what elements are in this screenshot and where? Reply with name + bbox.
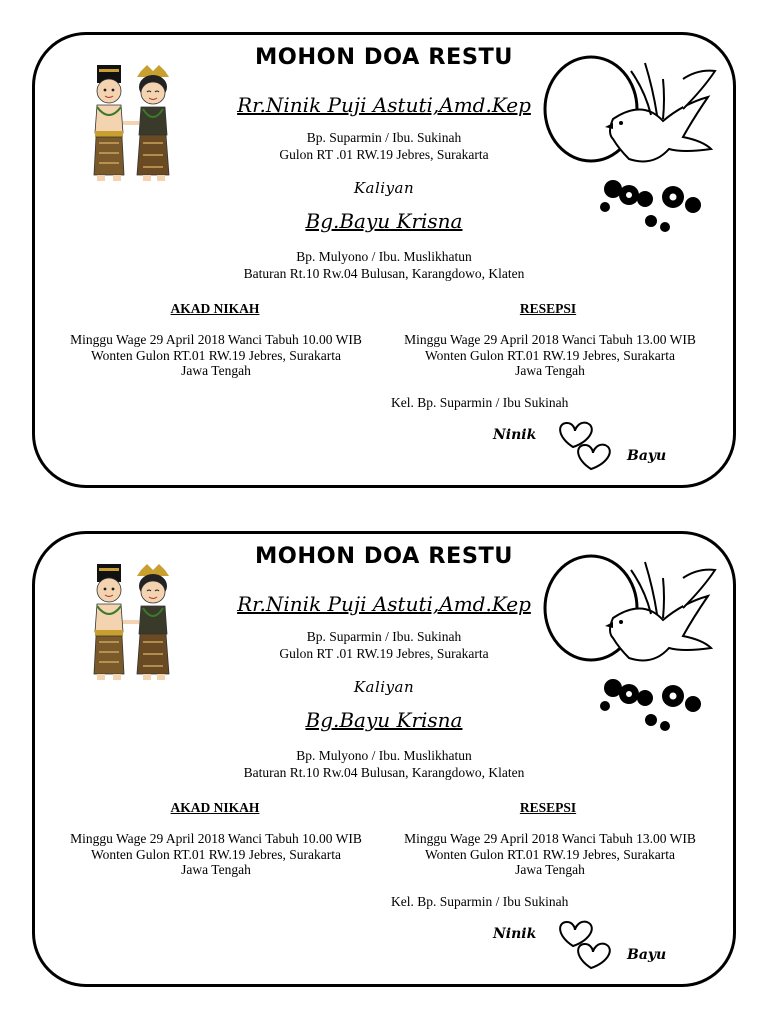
- host-family: Kel. Bp. Suparmin / Ibu Sukinah: [391, 395, 569, 410]
- groom-name: Bg.Bayu Krisna: [305, 708, 463, 732]
- akad-line-2: Wonten Gulon RT.01 RW.19 Jebres, Surakarta: [90, 846, 342, 862]
- groom-address: Baturan Rt.10 Rw.04 Bulusan, Karangdowo, Klaten: [243, 765, 525, 780]
- resepsi-title: RESEPSI: [519, 301, 577, 316]
- groom-parents: Bp. Mulyono / Ibu. Muslikhatun: [296, 748, 472, 763]
- bride-address: Gulon RT .01 RW.19 Jebres, Surakarta: [279, 147, 489, 162]
- javanese-couple-icon: [85, 63, 183, 187]
- resepsi-line-2: Wonten Gulon RT.01 RW.19 Jebres, Surakarta: [424, 846, 676, 862]
- bride-name: Rr.Ninik Puji Astuti,Amd.Kep: [237, 93, 531, 117]
- resepsi-line-1: Minggu Wage 29 April 2018 Wanci Tabuh 13.00 WIB: [404, 831, 696, 846]
- akad-title: AKAD NIKAH: [170, 800, 260, 815]
- groom-parents: Bp. Mulyono / Ibu. Muslikhatun: [296, 249, 472, 264]
- akad-line-2: Wonten Gulon RT.01 RW.19 Jebres, Surakarta: [90, 347, 342, 363]
- resepsi-line-3: Jawa Tengah: [515, 862, 585, 877]
- resepsi-details: [385, 332, 715, 379]
- signature-right: Bayu: [627, 947, 667, 963]
- bride-parents: Bp. Suparmin / Ibu. Sukinah: [306, 130, 462, 145]
- connector-text: Kaliyan: [353, 678, 415, 696]
- bride-parents: Bp. Suparmin / Ibu. Sukinah: [306, 629, 462, 644]
- resepsi-details: [385, 831, 715, 878]
- groom-family: [35, 248, 733, 282]
- resepsi-line-3: Jawa Tengah: [515, 363, 585, 378]
- resepsi-line-2: Wonten Gulon RT.01 RW.19 Jebres, Surakarta: [424, 347, 676, 363]
- connector-text: Kaliyan: [353, 179, 415, 197]
- groom-address: Baturan Rt.10 Rw.04 Bulusan, Karangdowo, Klaten: [243, 266, 525, 281]
- card-title: MOHON DOA RESTU: [254, 45, 514, 70]
- card-title: MOHON DOA RESTU: [254, 544, 514, 569]
- signature-left: Ninik: [493, 427, 537, 443]
- akad-line-1: Minggu Wage 29 April 2018 Wanci Tabuh 10.00 WIB: [70, 332, 362, 347]
- resepsi-line-1: Minggu Wage 29 April 2018 Wanci Tabuh 13.00 WIB: [404, 332, 696, 347]
- host-family: Kel. Bp. Suparmin / Ibu Sukinah: [391, 894, 569, 909]
- akad-title: AKAD NIKAH: [170, 301, 260, 316]
- signature-left: Ninik: [493, 926, 537, 942]
- invitation-card-2: [32, 531, 736, 987]
- signature-right: Bayu: [627, 448, 667, 464]
- resepsi-title: RESEPSI: [519, 800, 577, 815]
- javanese-couple-icon: [85, 562, 183, 686]
- invitation-card-1: [32, 32, 736, 488]
- bride-family: [35, 129, 733, 163]
- bride-family: [35, 628, 733, 662]
- bride-name: Rr.Ninik Puji Astuti,Amd.Kep: [237, 592, 531, 616]
- akad-details: [51, 831, 381, 878]
- hearts-icon: [551, 916, 615, 974]
- groom-name: Bg.Bayu Krisna: [305, 209, 463, 233]
- hearts-icon: [551, 417, 615, 475]
- akad-line-3: Jawa Tengah: [181, 862, 251, 877]
- akad-line-3: Jawa Tengah: [181, 363, 251, 378]
- bride-address: Gulon RT .01 RW.19 Jebres, Surakarta: [279, 646, 489, 661]
- groom-family: [35, 747, 733, 781]
- akad-details: [51, 332, 381, 379]
- akad-line-1: Minggu Wage 29 April 2018 Wanci Tabuh 10.00 WIB: [70, 831, 362, 846]
